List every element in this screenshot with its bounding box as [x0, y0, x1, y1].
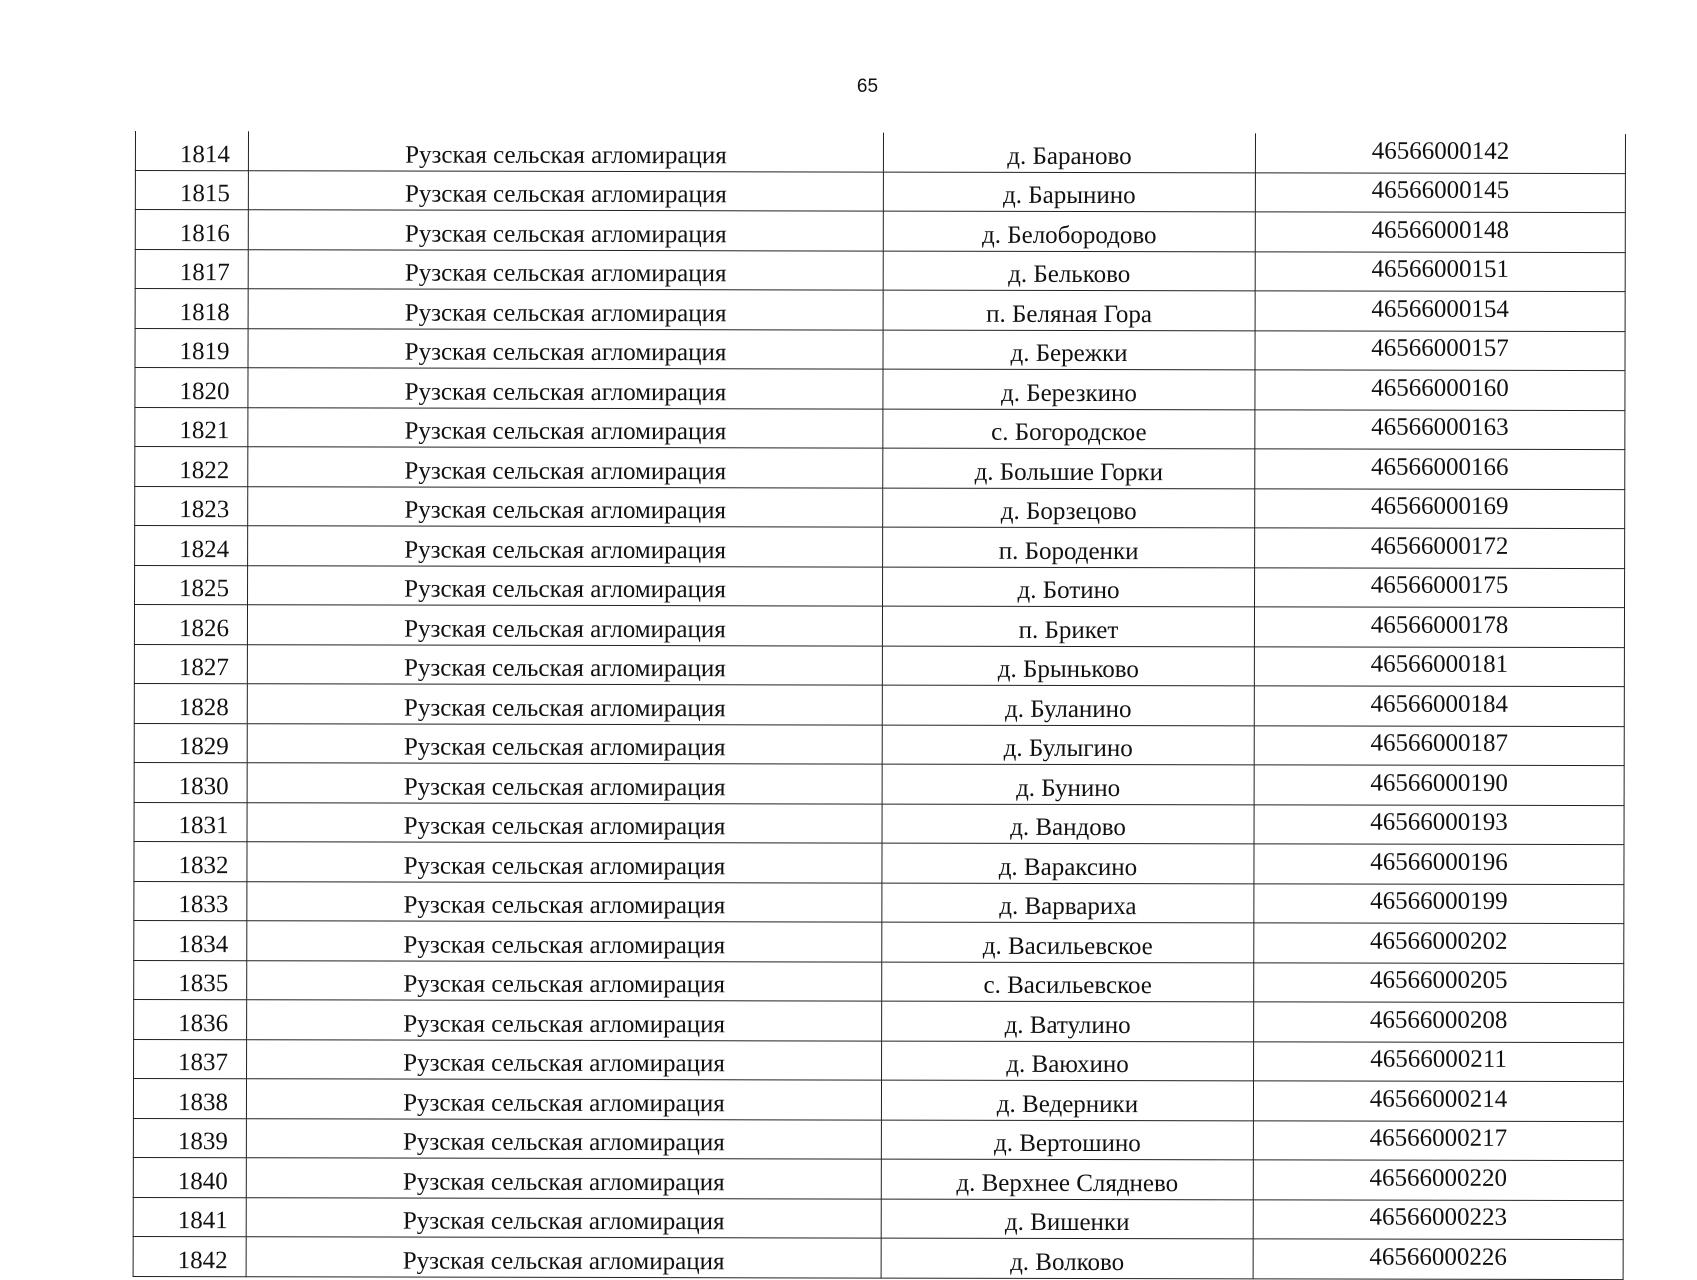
row-number-cell: 1825	[135, 565, 248, 605]
agglomeration-cell: Рузская сельская агломирация	[248, 210, 883, 251]
row-number-cell: 1834	[134, 920, 247, 960]
row-number-cell: 1836	[134, 999, 247, 1039]
row-number-cell: 1822	[135, 447, 248, 487]
agglomeration-cell: Рузская сельская агломирация	[247, 1000, 882, 1041]
agglomeration-cell: Рузская сельская агломирация	[248, 249, 883, 290]
settlement-cell: д. Васильевское	[882, 922, 1254, 962]
row-number-cell: 1816	[135, 210, 248, 250]
code-cell: 46566000208	[1254, 1002, 1624, 1042]
agglomeration-cell: Рузская сельская агломирация	[247, 1039, 882, 1080]
settlements-table	[133, 131, 1626, 1280]
table-row	[134, 960, 1624, 1003]
agglomeration-cell: Рузская сельская агломирация	[246, 1197, 881, 1238]
table-row	[133, 1236, 1623, 1279]
code-cell: 46566000181	[1254, 646, 1624, 686]
table-row	[134, 644, 1624, 687]
table-row	[134, 881, 1624, 924]
code-cell: 46566000151	[1255, 251, 1625, 291]
agglomeration-cell: Рузская сельская агломирация	[247, 921, 882, 962]
page-number-text: 65	[856, 76, 879, 97]
agglomeration-cell: Рузская сельская агломирация	[248, 565, 883, 606]
code-cell: 46566000166	[1255, 449, 1625, 489]
table-row	[135, 407, 1625, 450]
code-cell: 46566000205	[1254, 962, 1624, 1002]
settlement-cell: д. Булыгино	[882, 725, 1254, 765]
settlement-cell: д. Бережки	[883, 330, 1255, 370]
settlement-cell: д. Ваюхино	[882, 1041, 1254, 1081]
table-row	[133, 1078, 1623, 1121]
row-number-cell: 1829	[134, 723, 247, 763]
row-number-cell: 1821	[135, 407, 248, 447]
code-cell: 46566000148	[1255, 212, 1625, 252]
row-number-cell: 1820	[135, 368, 248, 408]
settlement-cell: д. Бельково	[883, 251, 1255, 291]
settlement-cell: п. Брикет	[882, 606, 1254, 646]
row-number-cell: 1830	[134, 762, 247, 802]
table-row	[134, 605, 1624, 648]
table-row	[134, 841, 1624, 884]
table-row	[135, 170, 1625, 213]
row-number-cell: 1826	[134, 605, 247, 645]
row-number-cell: 1833	[134, 881, 247, 921]
agglomeration-cell: Рузская сельская агломирация	[248, 131, 883, 171]
row-number-cell: 1842	[133, 1236, 246, 1276]
row-number-cell: 1831	[134, 802, 247, 842]
code-cell: 46566000187	[1254, 725, 1624, 765]
table-row	[134, 683, 1624, 726]
row-number-cell: 1840	[133, 1157, 246, 1197]
table-row	[133, 1197, 1623, 1240]
table-row	[133, 1118, 1623, 1161]
table-row	[133, 1157, 1623, 1200]
table-row	[134, 723, 1624, 766]
code-cell: 46566000142	[1255, 133, 1625, 173]
page-number	[0, 76, 1697, 98]
row-number-cell: 1837	[134, 1039, 247, 1079]
row-number-cell: 1819	[135, 328, 248, 368]
agglomeration-cell: Рузская сельская агломирация	[248, 289, 883, 330]
table-row	[134, 802, 1624, 845]
code-cell: 46566000190	[1254, 765, 1624, 805]
settlement-cell: с. Васильевское	[882, 962, 1254, 1002]
settlement-cell: д. Вандово	[882, 804, 1254, 844]
settlement-cell: д. Вишенки	[881, 1199, 1253, 1239]
table-row	[134, 920, 1624, 963]
row-number-cell: 1838	[133, 1078, 246, 1118]
agglomeration-cell: Рузская сельская агломирация	[246, 1118, 881, 1159]
settlement-cell: д. Бараново	[883, 133, 1255, 173]
table-body	[133, 131, 1625, 1279]
row-number-cell: 1841	[133, 1197, 246, 1237]
code-cell: 46566000163	[1255, 409, 1625, 449]
code-cell: 46566000202	[1254, 923, 1624, 963]
code-cell: 46566000199	[1254, 883, 1624, 923]
settlement-cell: п. Бороденки	[883, 527, 1255, 567]
agglomeration-cell: Рузская сельская агломирация	[247, 605, 882, 646]
code-cell: 46566000211	[1254, 1041, 1624, 1081]
agglomeration-cell: Рузская сельская агломирация	[247, 881, 882, 922]
settlement-cell: д. Бунино	[882, 764, 1254, 804]
agglomeration-cell: Рузская сельская агломирация	[248, 407, 883, 448]
settlement-cell: д. Брыньково	[882, 646, 1254, 686]
agglomeration-cell: Рузская сельская агломирация	[247, 842, 882, 883]
settlement-cell: п. Беляная Гора	[883, 290, 1255, 330]
settlement-cell: д. Ботино	[883, 567, 1255, 607]
agglomeration-cell: Рузская сельская агломирация	[246, 1079, 881, 1120]
agglomeration-cell: Рузская сельская агломирация	[248, 368, 883, 409]
code-cell: 46566000175	[1255, 567, 1625, 607]
row-number-cell: 1817	[135, 249, 248, 289]
code-cell: 46566000220	[1253, 1160, 1623, 1200]
table-row	[134, 1039, 1624, 1082]
row-number-cell: 1823	[135, 486, 248, 526]
row-number-cell: 1824	[135, 526, 248, 566]
row-number-cell: 1814	[135, 131, 248, 170]
agglomeration-cell: Рузская сельская агломирация	[247, 723, 882, 764]
code-cell: 46566000196	[1254, 844, 1624, 884]
settlement-cell: д. Волково	[881, 1238, 1253, 1278]
agglomeration-cell: Рузская сельская агломирация	[248, 526, 883, 567]
settlement-cell: д. Вертошино	[881, 1120, 1253, 1160]
table-row	[134, 999, 1624, 1042]
agglomeration-cell: Рузская сельская агломирация	[246, 1158, 881, 1199]
code-cell: 46566000145	[1255, 172, 1625, 212]
table-row	[135, 368, 1625, 411]
agglomeration-cell: Рузская сельская агломирация	[247, 684, 882, 725]
agglomeration-cell: Рузская сельская агломирация	[247, 763, 882, 804]
code-cell: 46566000193	[1254, 804, 1624, 844]
settlement-cell: д. Борзецово	[883, 488, 1255, 528]
code-cell: 46566000178	[1254, 607, 1624, 647]
settlement-cell: д. Барынино	[883, 172, 1255, 212]
row-number-cell: 1827	[134, 644, 247, 684]
settlement-cell: д. Верхнее Сляднево	[881, 1159, 1253, 1199]
row-number-cell: 1818	[135, 289, 248, 329]
table-row	[135, 328, 1625, 371]
code-cell: 46566000184	[1254, 686, 1624, 726]
row-number-cell: 1815	[135, 170, 248, 210]
code-cell: 46566000169	[1255, 488, 1625, 528]
table-row	[135, 447, 1625, 490]
agglomeration-cell: Рузская сельская агломирация	[248, 447, 883, 488]
settlement-cell: с. Богородское	[883, 409, 1255, 449]
code-cell: 46566000226	[1253, 1239, 1623, 1279]
agglomeration-cell: Рузская сельская агломирация	[247, 802, 882, 843]
agglomeration-cell: Рузская сельская агломирация	[247, 960, 882, 1001]
code-cell: 46566000154	[1255, 291, 1625, 331]
code-cell: 46566000172	[1255, 528, 1625, 568]
agglomeration-cell: Рузская сельская агломирация	[247, 644, 882, 685]
table-row	[135, 249, 1625, 292]
settlement-cell: д. Белобородово	[883, 211, 1255, 251]
table-row	[135, 289, 1625, 332]
table-row	[135, 131, 1625, 173]
settlement-cell: д. Ватулино	[882, 1001, 1254, 1041]
table-row	[134, 762, 1624, 805]
settlement-cell: д. Вараксино	[882, 843, 1254, 883]
settlement-cell: д. Буланино	[882, 685, 1254, 725]
agglomeration-cell: Рузская сельская агломирация	[248, 170, 883, 211]
code-cell: 46566000160	[1255, 370, 1625, 410]
table-row	[135, 486, 1625, 529]
code-cell: 46566000217	[1253, 1120, 1623, 1160]
code-cell: 46566000214	[1253, 1081, 1623, 1121]
table-row	[135, 526, 1625, 569]
agglomeration-cell: Рузская сельская агломирация	[246, 1237, 881, 1278]
code-cell: 46566000223	[1253, 1199, 1623, 1239]
row-number-cell: 1839	[133, 1118, 246, 1158]
row-number-cell: 1835	[134, 960, 247, 1000]
row-number-cell: 1828	[134, 683, 247, 723]
settlement-cell: д. Ведерники	[881, 1080, 1253, 1120]
agglomeration-cell: Рузская сельская агломирация	[248, 486, 883, 527]
settlement-cell: д. Большие Горки	[883, 448, 1255, 488]
code-cell: 46566000157	[1255, 330, 1625, 370]
settlement-cell: д. Березкино	[883, 369, 1255, 409]
row-number-cell: 1832	[134, 841, 247, 881]
settlement-cell: д. Варвариха	[882, 883, 1254, 923]
table-row	[135, 210, 1625, 253]
table-row	[135, 565, 1625, 608]
agglomeration-cell: Рузская сельская агломирация	[248, 328, 883, 369]
